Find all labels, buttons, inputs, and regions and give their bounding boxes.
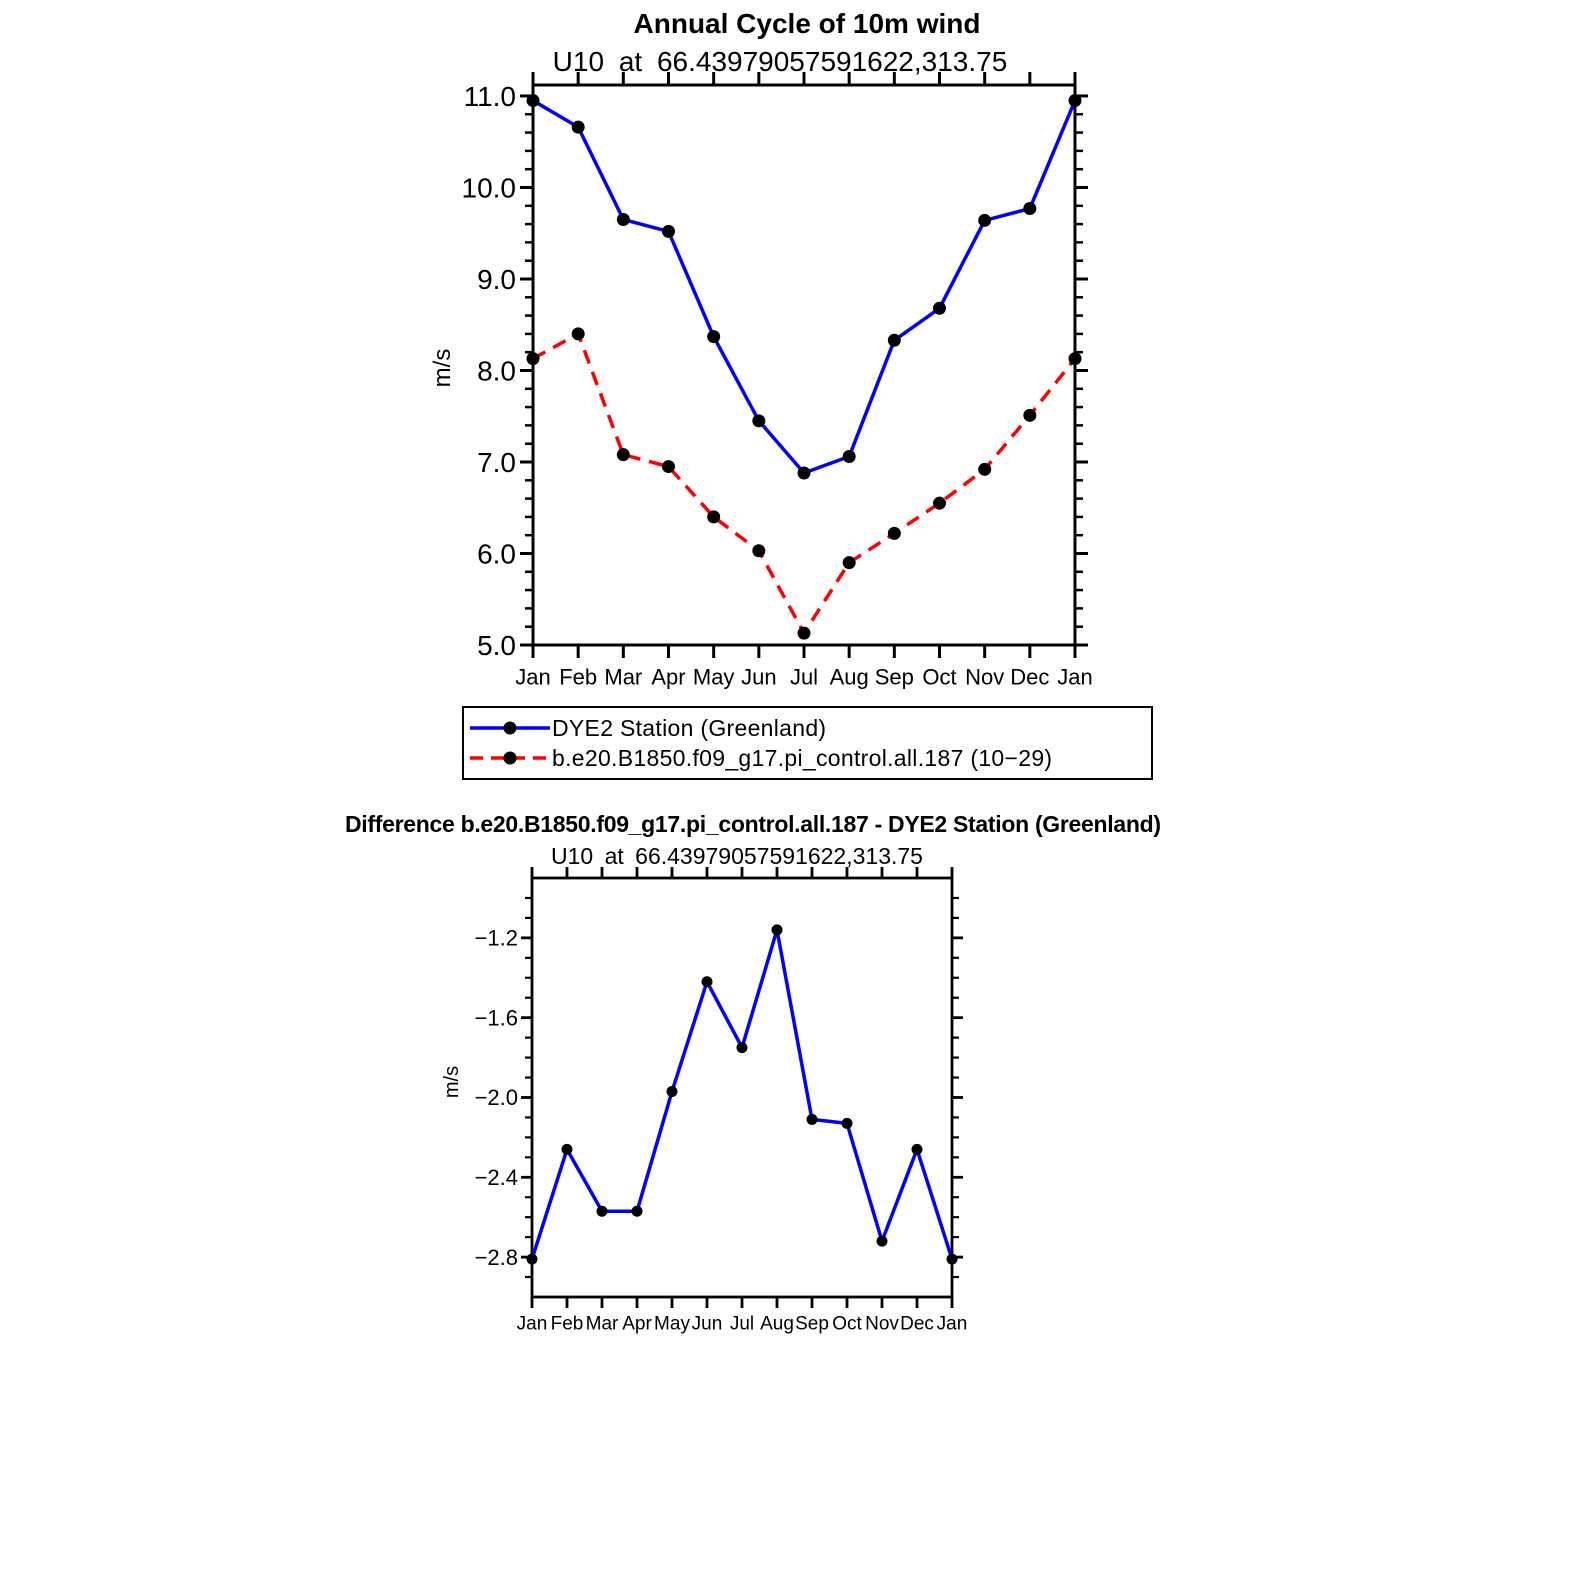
bottom-chart-x-tick-label: Nov [865,1313,899,1335]
top-chart-data-point [1069,352,1082,365]
top-chart-data-point [572,327,585,340]
top-chart-x-tick-label: Aug [829,664,869,690]
top-chart-x-tick-label: Sep [874,664,914,690]
top-chart-x-tick-label: Oct [922,664,957,690]
bottom-chart-subtitle: U10 at 66.43979057591622,313.75 [551,843,923,869]
top-chart-plot-box [533,85,1075,645]
top-chart-series-line-0 [533,101,1075,473]
bottom-chart-data-point [807,1114,818,1125]
top-chart-y-tick-label: 10.0 [461,172,516,204]
bottom-chart-x-tick-label: Jun [691,1313,723,1335]
top-chart-data-point [572,121,585,134]
legend-entry-dye2 [468,714,826,742]
bottom-chart-y-tick-label: −1.6 [474,1005,518,1031]
top-chart-data-point [527,94,540,107]
top-chart-data-point [798,466,811,479]
bottom-chart-data-point [667,1086,678,1097]
bottom-chart-series-line-0 [532,930,952,1259]
bottom-chart-x-tick-label: Aug [760,1313,794,1335]
bottom-chart-x-tick-label: Dec [900,1313,934,1335]
bottom-chart-x-tick-label: Sep [795,1313,829,1335]
bottom-chart-x-tick-label: Oct [832,1313,862,1335]
bottom-chart-data-point [632,1206,643,1217]
bottom-chart-y-tick-label: −2.8 [474,1244,518,1270]
bottom-chart-x-tick-label: May [654,1313,690,1335]
top-chart-y-tick-label: 11.0 [463,80,516,112]
top-chart-data-point [752,414,765,427]
legend-line-sample-solid [468,714,552,742]
top-chart-y-tick-label: 7.0 [477,446,516,478]
bottom-chart-data-point [877,1236,888,1247]
bottom-chart-data-point [912,1144,923,1155]
top-chart-y-tick-label: 8.0 [477,355,516,387]
bottom-chart-y-tick-label: −1.2 [474,925,518,951]
top-chart-data-point [752,544,765,557]
top-chart-data-point [798,627,811,640]
bottom-chart-data-point [702,976,713,987]
top-chart-data-point [707,510,720,523]
top-chart-data-point [978,214,991,227]
legend-box [462,706,1153,780]
bottom-chart-data-point [527,1254,538,1265]
top-chart-data-point [1069,94,1082,107]
top-chart-title: Annual Cycle of 10m wind [633,8,981,39]
legend-line-sample-dashed [468,744,552,772]
top-chart-x-tick-label: Apr [651,664,686,690]
top-chart-data-point [662,225,675,238]
bottom-chart-x-tick-label: Apr [622,1313,652,1335]
top-chart-x-tick-label: Jul [789,664,819,690]
top-chart-x-tick-label: Jun [741,664,777,690]
top-chart-x-tick-label: Dec [1010,664,1050,690]
top-chart-data-point [1023,409,1036,422]
bottom-chart-x-tick-label: Feb [550,1313,584,1335]
top-chart-x-tick-label: Feb [559,664,598,690]
top-chart-data-point [617,213,630,226]
legend-label-dye2: DYE2 Station (Greenland) [552,715,827,741]
bottom-chart-plot-box [532,878,952,1297]
top-chart-y-tick-label: 6.0 [477,538,516,570]
top-chart-series-line-1 [533,334,1075,633]
top-chart-data-point [843,450,856,463]
top-chart-data-point [617,448,630,461]
bottom-chart-y-tick-label: −2.4 [474,1164,518,1190]
top-chart-x-tick-label: Nov [965,664,1005,690]
bottom-chart-title: Difference b.e20.B1850.f09_g17.pi_control.all.187 - DYE2 Station (Greenland) [345,811,1161,837]
bottom-chart-data-point [772,924,783,935]
top-chart-data-point [843,556,856,569]
bottom-chart-y-axis-label: m/s [441,1065,463,1099]
top-chart-data-point [888,527,901,540]
top-chart-x-tick-label: Mar [604,664,643,690]
bottom-chart-data-point [597,1206,608,1217]
bottom-chart-x-tick-label: Mar [585,1313,619,1335]
top-chart-data-point [662,460,675,473]
top-chart-data-point [527,352,540,365]
top-chart-data-point [978,463,991,476]
top-chart-subtitle: U10 at 66.43979057591622,313.75 [552,46,1008,77]
bottom-chart-y-tick-label: −2.0 [474,1085,518,1111]
bottom-chart-x-tick-label: Jan [516,1313,548,1335]
top-chart-data-point [933,302,946,315]
bottom-chart-data-point [947,1254,958,1265]
bottom-chart-data-point [842,1118,853,1129]
top-chart-x-tick-label: May [692,664,735,690]
top-chart-x-tick-label: Jan [515,664,551,690]
top-chart-data-point [1023,202,1036,215]
top-chart-y-axis-label: m/s [429,348,456,388]
top-chart-data-point [888,334,901,347]
bottom-chart-data-point [737,1042,748,1053]
top-chart-x-tick-label: Jan [1057,664,1093,690]
top-chart-y-tick-label: 5.0 [477,629,516,661]
top-chart-data-point [933,497,946,510]
bottom-chart-data-point [562,1144,573,1155]
legend-entry-model [468,744,1052,772]
top-chart-data-point [707,330,720,343]
bottom-chart-x-tick-label: Jan [936,1313,968,1335]
bottom-chart-x-tick-label: Jul [729,1313,755,1335]
top-chart-y-tick-label: 9.0 [477,263,516,295]
legend-label-model: b.e20.B1850.f09_g17.pi_control.all.187 (10−29) [552,745,1053,771]
